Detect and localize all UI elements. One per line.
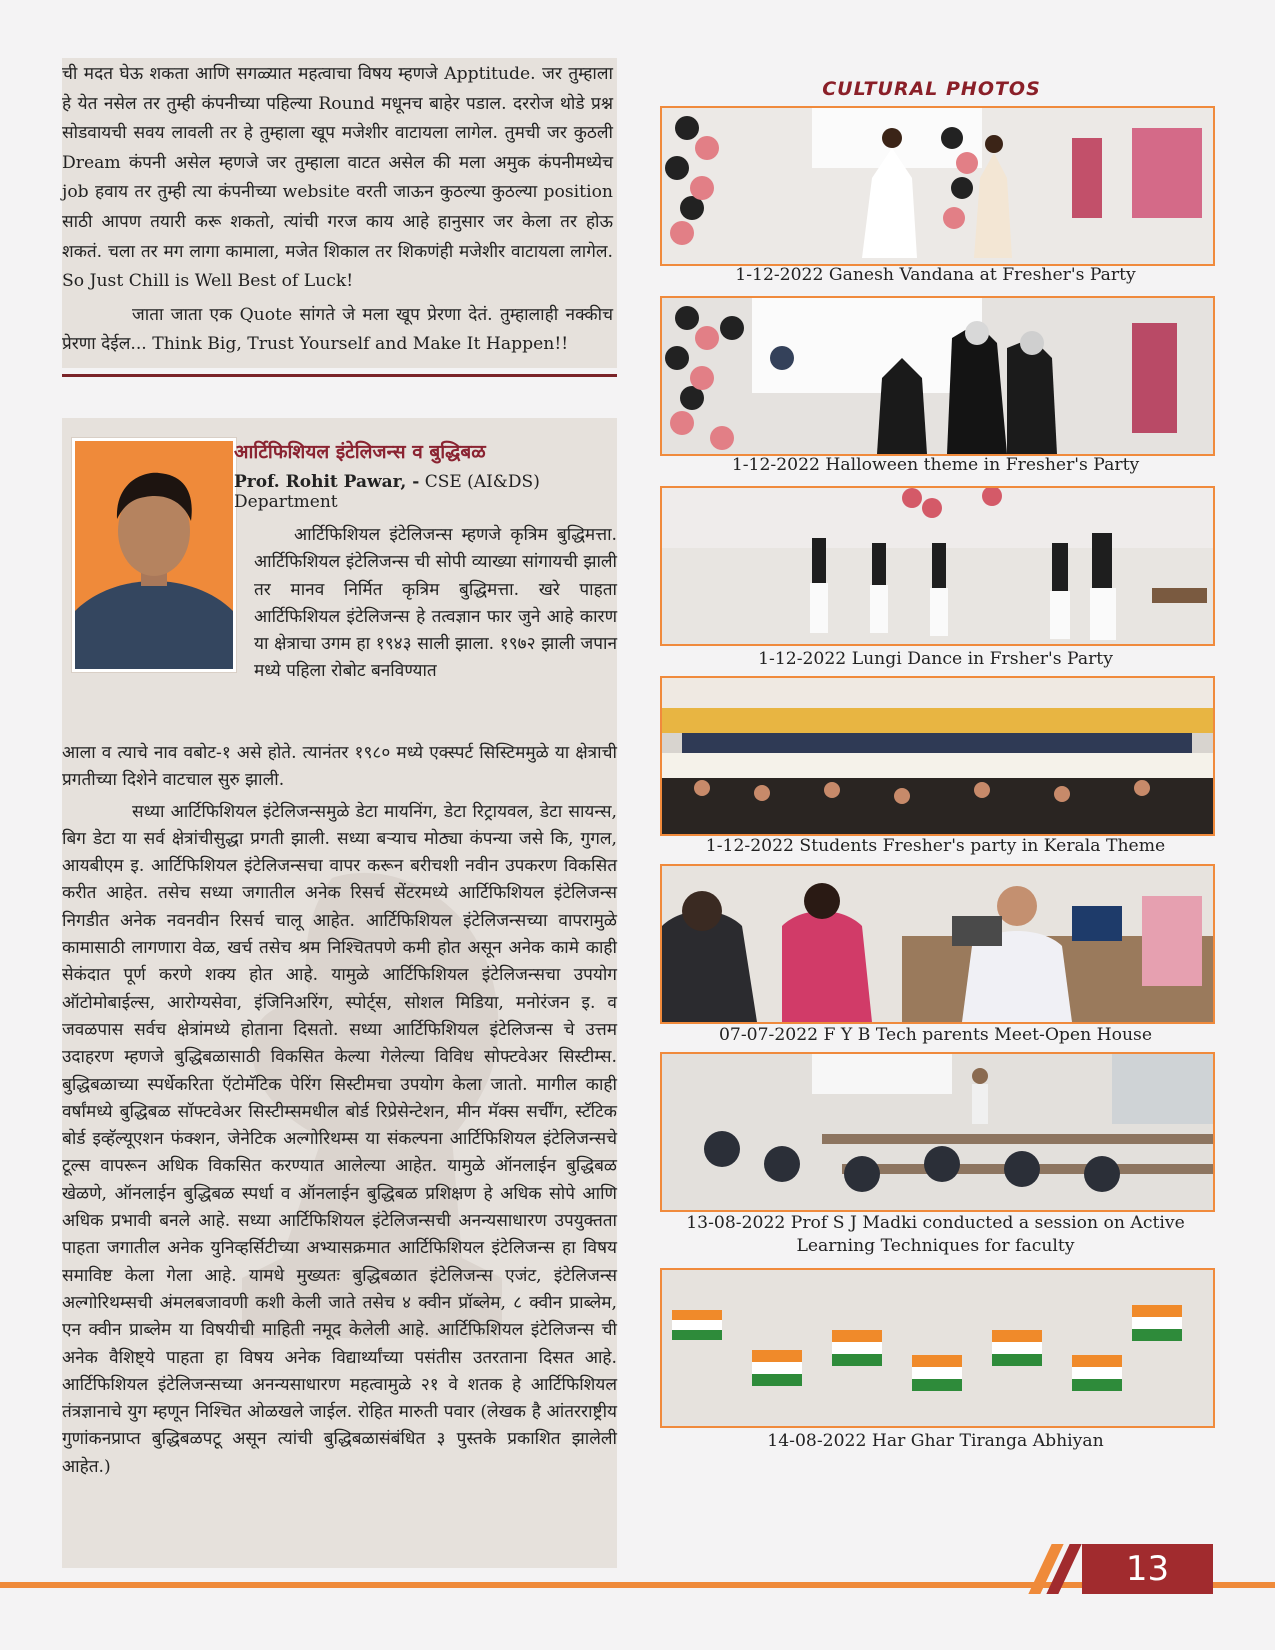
caption-5: 07-07-2022 F Y B Tech parents Meet-Open House [718,1025,1153,1045]
caption-2: 1-12-2022 Halloween theme in Fresher's Party [731,455,1140,475]
author-dept: CSE (AI&DS) Department [234,472,540,512]
caption-1: 1-12-2022 Ganesh Vandana at Fresher's Party [735,265,1136,285]
author-photo [72,438,236,672]
photo-ganesh-vandana [660,106,1215,266]
quote-paragraph: जाता जाता एक Quote सांगते जे मला खूप प्रेरणा देतं. तुम्हालाही नक्कीच प्रेरणा देईल... Think Big, Trust Yourself and Make It Happen!! [62,304,613,355]
photo-active-learning-session [660,1052,1215,1212]
photo-har-ghar-tiranga [660,1268,1215,1428]
author-name: Prof. Rohit Pawar, - [234,472,420,492]
page-number: 13 [1082,1544,1213,1594]
photo-lungi-dance [660,486,1215,646]
article-para1-wrapped [254,522,617,686]
caption-6: 13-08-2022 Prof S J Madki conducted a session on Active Learning Techniques for faculty [686,1213,1185,1256]
left-column [62,58,617,1477]
divider [62,374,617,377]
caption-3: 1-12-2022 Lungi Dance in Frsher's Party [758,649,1113,669]
photo-kerala-theme [660,676,1215,836]
section-title: CULTURAL PHOTOS [822,78,1041,100]
caption-7: 14-08-2022 Har Ghar Tiranga Abhiyan [767,1431,1104,1451]
photo-halloween [660,296,1215,456]
author-portrait [75,441,233,669]
para2: सध्या आर्टिफिशियल इंटेलिजन्समुळे डेटा मायनिंग, डेटा रिट्रायवल, डेटा सायन्स, बिग डेटा या सर्व क्षेत्रांचीसुद्धा प्रगती झाली. सध्या बऱ्याच मोठ्या कंपन्या जसे कि, गुगल, आयबीएम इ. आर्टिफिशियल इंटेलिजन्सचा वापर करून बरीचशी नवीन उपकरण विकसित करीत आहेत. तसेच सध्या जगातील अनेक रिसर्च सेंटरमध्ये आर्टिफिशियल इंटेलिजन्स निगडीत अनेक नवनवीन रिसर्च चालू आहेत. आर्टिफिशियल इंटेलिजन्सच्या वापरामुळे कामासाठी लागणारा वेळ, खर्च तसेच श्रम निश्चितपणे कमी होत असून अनेक कामे काही सेकंदात पूर्ण करणे शक्य होत आहे. यामुळे आर्टिफिशियल इंटेलिजन्सचा उपयोग ऑटोमोबाईल्स, आरोग्यसेवा, इंजिनिअरिंग, स्पोर्ट्स, सोशल मिडिया, मनोरंजन इ. व जवळपास सर्वच क्षेत्रांमध्ये होताना दिसतो. सध्या आर्टिफिशियल इंटेलिजन्स चे उत्तम उदाहरण म्हणजे बुद्धिबळासाठी विकसित केल्या गेलेल्या विविध सोफ्टवेअर सिस्टीम्स. बुद्धिबळाच्या स्पर्धेकरिता ऍटोमॅटिक पेरिंग सिस्टीमचा उपयोग केला जातो. मागील काही वर्षांमध्ये बुद्धिबळ सॉफ्टवेअर सिस्टीम्समधील बोर्ड रिप्रेसेन्टेशन, मीन मॅक्स सर्चींग, स्टॅटिक बोर्ड इव्हॅल्यूएशन फंक्शन, जेनेटिक अल्गोरिथम्स या संकल्पना आर्टिफिशियल इंटेलिजन्सचे टूल्स वापरून अधिक विकसित करण्यात आलेल्या आहेत. यामुळे ऑनलाईन बुद्धिबळ खेळणे, ऑनलाईन बुद्धिबळ स्पर्धा व ऑनलाईन बुद्धिबळ प्रशिक्षण हे अधिक सोपे आणि अधिक प्रभावी बनले आहे. सध्या आर्टिफिशियल इंटेलिजन्सची अनन्यसाधारण उपयुक्तता पाहता जगातील अनेक युनिव्हर्सिटीच्या अभ्यासक्रमात आर्टिफिशियल इंटेलिजन्स हा विषय समाविष्ट केला गेला आहे. यामधे मुख्यतः बुद्धिबळात इंटेलिजन्स एजंट, इंटेलिजन्स अल्गोरिथम्सची अंमलबजावणी कशी केली जाते तसेच ४ क्वीन प्रॉब्लेम, ८ क्वीन प्राब्लेम, एन क्वीन प्राब्लेम या विषयीची माहिती नमूद केलेली आहे. आर्टिफिशियल इंटेलिजन्स ची अनेक वैशिष्ट्ये पाहता हा विषय अनेक विद्यार्थ्यांच्या पसंतीस उतरताना दिसत आहे. आर्टिफिशियल इंटेलिजन्सच्या अनन्यसाधारण महत्वामुळे २१ वे शतक हे आर्टिफिशियल तंत्रज्ञानाचे युग म्हणून निश्चित ओळखले जाईल. रोहित मारुती पवार (लेखक है आंतरराष्ट्रीय गुणांकनप्राप्त बुद्धिबळपटू असून त्यांची बुद्धिबळासंबंधित ३ पुस्तके प्रकाशित झालेली आहेत.) [62,801,617,1477]
para1-wrapped-text: आर्टिफिशियल इंटेलिजन्स म्हणजे कृत्रिम बुद्धिमत्ता. आर्टिफिशियल इंटेलिजन्स ची सोपी व्याख्या सांगायची झाली तर मानव निर्मित कृत्रिम बुद्धिमत्ता. खरे पाहता आर्टिफिशियल इंटेलिजन्स हे तत्वज्ञान फार जुने आहे कारण या क्षेत्राचा उगम हा १९४३ साली झाला. १९७२ झाली जपान मध्ये पहिला रोबोट बनविण्यात [254,525,617,682]
article-title: आर्टिफिशियल इंटेलिजन्स व बुद्धिबळ [234,441,486,463]
caption-4: 1-12-2022 Students Fresher's party in Kerala Theme [705,836,1166,856]
intro-block [62,58,617,368]
intro-paragraph: ची मदत घेऊ शकता आणि सगळ्यात महत्वाचा विषय म्हणजे Apptitude. जर तुम्हाला हे येत नसेल तर तुम्ही कंपनीच्या पहिल्या Round मधूनच बाहेर पडाल. दररोज थोडे प्रश्न सोडवायची सवय लावली तर हे तुम्हाला खूप मजेशीर वाटायला लागेल. तुमची जर कुठली Dream कंपनी असेल म्हणजे जर तुम्हाला वाटत असेल की मला अमुक कंपनीमध्येच job हवाय तर तुम्ही त्या कंपनीच्या website वरती जाऊन कुठल्या कुठल्या position साठी आपण तयारी करू शकतो, त्यांची गरज काय आहे हानुसार जर केला तर होऊ शकतं. चला तर मग लागा कामाला, मजेत शिकाल तर शिकणंही मजेशीर वाटायला लागेल. So Just Chill is Well Best of Luck! [62,64,613,292]
article-body [62,740,617,1481]
article-author [234,472,617,512]
para1-rest: आला व त्याचे नाव वबोट-१ असे होते. त्यानंतर १९८० मध्ये एक्स्पर्ट सिस्टिममुळे या क्षेत्राची प्रगतीच्या दिशेने वाटचाल सुरु झाली. [62,743,617,791]
photo-parents-meet [660,864,1215,1024]
